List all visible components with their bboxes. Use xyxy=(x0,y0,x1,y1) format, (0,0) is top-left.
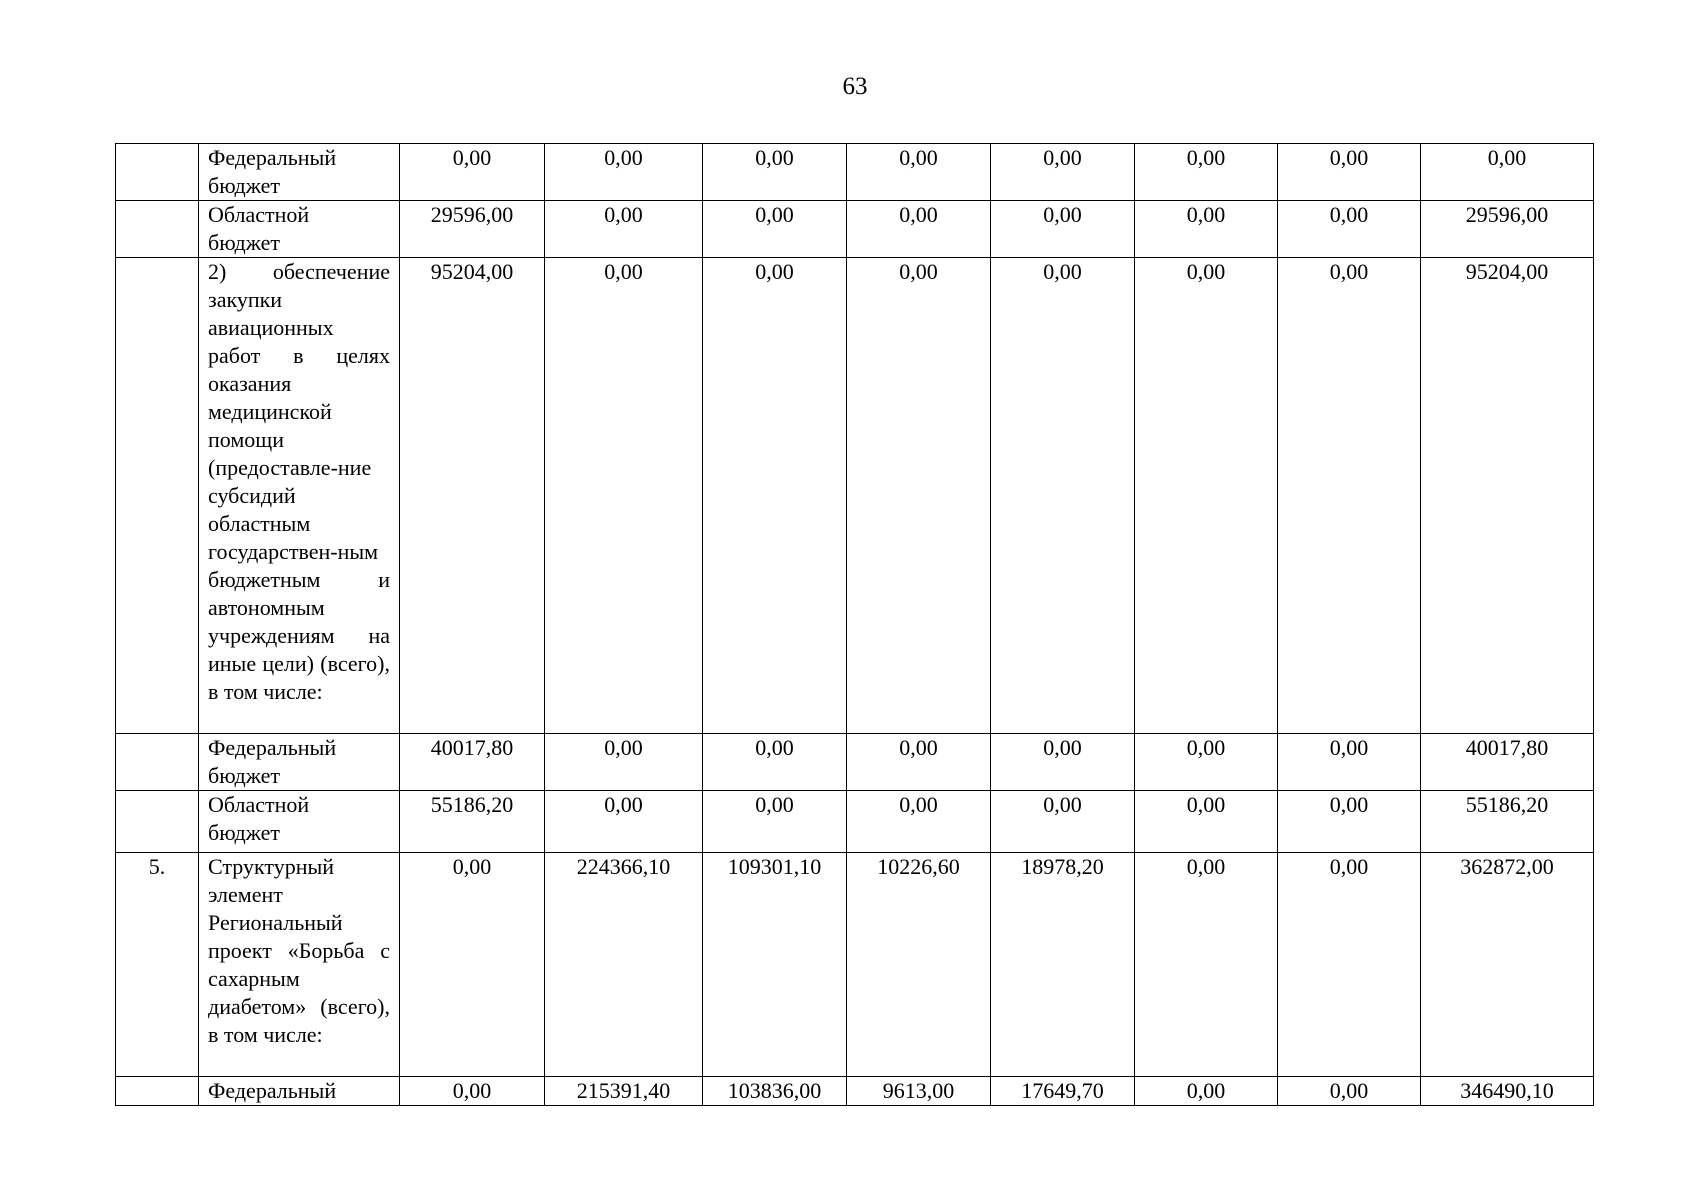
value-cell: 0,00 xyxy=(847,791,991,853)
table-row xyxy=(116,734,1594,791)
total-cell: 0,00 xyxy=(1421,144,1594,201)
value-cell: 10226,60 xyxy=(847,853,991,1077)
value-cell: 103836,00 xyxy=(703,1077,847,1106)
row-index xyxy=(116,791,199,853)
value-cell: 9613,00 xyxy=(847,1077,991,1106)
description-line: бюджет xyxy=(208,230,280,255)
table-row xyxy=(116,144,1594,201)
value-cell: 0,00 xyxy=(1135,258,1278,734)
row-index xyxy=(116,258,199,734)
value-cell: 0,00 xyxy=(991,201,1135,258)
row-index xyxy=(116,201,199,258)
value-cell: 0,00 xyxy=(991,258,1135,734)
total-cell: 40017,80 xyxy=(1421,734,1594,791)
value-cell: 0,00 xyxy=(703,258,847,734)
value-cell: 0,00 xyxy=(545,791,703,853)
total-cell: 95204,00 xyxy=(1421,258,1594,734)
value-cell: 109301,10 xyxy=(703,853,847,1077)
value-cell: 0,00 xyxy=(1278,1077,1421,1106)
value-cell: 0,00 xyxy=(1135,1077,1278,1106)
table-row xyxy=(116,1077,1594,1106)
row-index xyxy=(116,1077,199,1106)
value-cell: 0,00 xyxy=(1278,201,1421,258)
value-cell: 0,00 xyxy=(1135,144,1278,201)
value-cell: 0,00 xyxy=(1278,258,1421,734)
value-cell: 0,00 xyxy=(1278,853,1421,1077)
value-cell: 0,00 xyxy=(703,144,847,201)
row-description xyxy=(199,1077,400,1106)
value-cell: 0,00 xyxy=(400,853,545,1077)
value-cell: 0,00 xyxy=(1135,791,1278,853)
row-description xyxy=(199,734,400,791)
value-cell: 95204,00 xyxy=(400,258,545,734)
description-line: Федеральный xyxy=(208,145,337,170)
value-cell: 0,00 xyxy=(400,144,545,201)
total-cell: 29596,00 xyxy=(1421,201,1594,258)
total-cell: 346490,10 xyxy=(1421,1077,1594,1106)
row-description xyxy=(199,791,400,853)
value-cell: 0,00 xyxy=(545,144,703,201)
page-number: 63 xyxy=(842,73,868,100)
value-cell: 0,00 xyxy=(545,201,703,258)
budget-table xyxy=(115,143,1594,1106)
total-cell: 55186,20 xyxy=(1421,791,1594,853)
value-cell: 0,00 xyxy=(703,734,847,791)
value-cell: 0,00 xyxy=(703,791,847,853)
table-row xyxy=(116,791,1594,853)
value-cell: 18978,20 xyxy=(991,853,1135,1077)
value-cell: 0,00 xyxy=(545,258,703,734)
value-cell: 0,00 xyxy=(991,144,1135,201)
row-index: 5. xyxy=(116,853,199,1077)
row-index xyxy=(116,144,199,201)
value-cell: 0,00 xyxy=(991,791,1135,853)
value-cell: 0,00 xyxy=(1278,734,1421,791)
value-cell: 215391,40 xyxy=(545,1077,703,1106)
value-cell: 0,00 xyxy=(1135,734,1278,791)
description-line: Федеральный xyxy=(208,735,337,760)
value-cell: 0,00 xyxy=(1135,201,1278,258)
description-line: бюджет xyxy=(208,173,280,198)
table-row xyxy=(116,853,1594,1077)
description-line: Областной xyxy=(208,792,310,817)
description-line: бюджет xyxy=(208,763,280,788)
row-description xyxy=(199,144,400,201)
value-cell: 55186,20 xyxy=(400,791,545,853)
total-cell: 362872,00 xyxy=(1421,853,1594,1077)
value-cell: 0,00 xyxy=(703,201,847,258)
value-cell: 17649,70 xyxy=(991,1077,1135,1106)
value-cell: 0,00 xyxy=(847,734,991,791)
table-row xyxy=(116,258,1594,734)
value-cell: 0,00 xyxy=(1278,791,1421,853)
value-cell: 0,00 xyxy=(1135,853,1278,1077)
value-cell: 0,00 xyxy=(847,258,991,734)
value-cell: 0,00 xyxy=(400,1077,545,1106)
value-cell: 40017,80 xyxy=(400,734,545,791)
value-cell: 224366,10 xyxy=(545,853,703,1077)
value-cell: 29596,00 xyxy=(400,201,545,258)
description-line: Федеральный xyxy=(208,1078,337,1103)
table-row xyxy=(116,201,1594,258)
description-line: бюджет xyxy=(208,820,280,845)
value-cell: 0,00 xyxy=(847,144,991,201)
row-index xyxy=(116,734,199,791)
value-cell: 0,00 xyxy=(991,734,1135,791)
value-cell: 0,00 xyxy=(847,201,991,258)
description-text: Структурный элемент Региональный проект «Борьба с сахарным диабетом» (всего), в том числе: xyxy=(208,854,390,1047)
value-cell: 0,00 xyxy=(1278,144,1421,201)
value-cell: 0,00 xyxy=(545,734,703,791)
description-text: 2) обеспечение закупки авиационных работ в целях оказания медицинской помощи (предоставле-ние субсидий областным государствен-ным бюджетным и автономным учреждениям на иные цели) (всего), в том числе: xyxy=(208,259,390,704)
row-description xyxy=(199,201,400,258)
row-description xyxy=(199,258,400,734)
row-description xyxy=(199,853,400,1077)
description-line: Областной xyxy=(208,202,310,227)
